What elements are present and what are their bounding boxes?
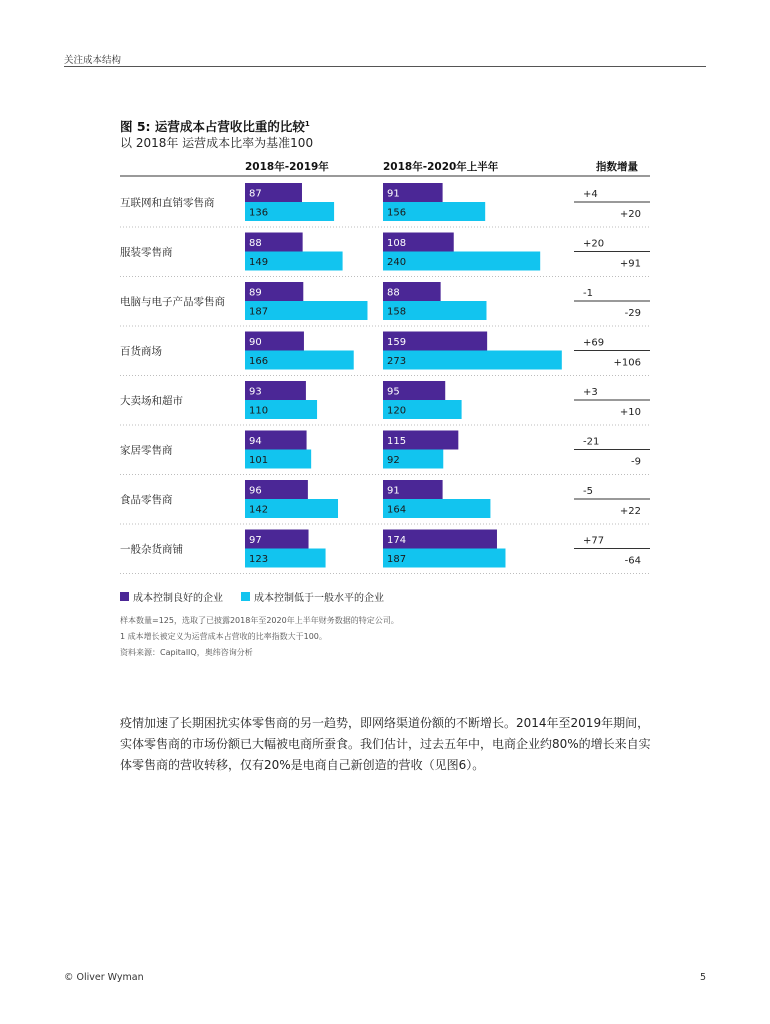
index-change-good: +20	[583, 238, 605, 250]
category-label: 大卖场和超市	[120, 395, 183, 407]
column-header-2018-2019: 2018年-2019年	[245, 161, 329, 173]
index-change-good: +3	[583, 387, 598, 398]
footnote-1: 1 成本增长被定义为运营成本占营收的比率指数大于100。	[120, 632, 327, 641]
data-label-good-2018-2020h1: 91	[387, 188, 400, 200]
category-label: 食品零售商	[120, 494, 173, 506]
data-label-good-2018-2020h1: 159	[387, 337, 407, 348]
section-header: 关注成本结构	[64, 55, 122, 66]
category-label: 家居零售商	[120, 444, 173, 457]
cost-ratio-chart	[0, 150, 770, 580]
category-label: 一般杂货商铺	[120, 543, 183, 556]
figure-title	[120, 117, 310, 135]
data-label-avg-2018-2020h1: 120	[387, 405, 407, 417]
data-label-avg-2018-2019: 101	[249, 455, 269, 466]
page-number: 5	[700, 972, 707, 983]
index-change-avg: -64	[624, 555, 641, 567]
data-label-good-2018-2019: 87	[249, 188, 262, 200]
column-header-2018-2020h1: 2018年-2020年上半年	[383, 161, 499, 173]
data-label-good-2018-2019: 90	[249, 337, 262, 348]
data-label-good-2018-2020h1: 88	[387, 287, 400, 299]
data-label-avg-2018-2019: 149	[249, 257, 269, 268]
category-label: 服装零售商	[120, 246, 173, 259]
data-label-good-2018-2020h1: 108	[387, 238, 407, 249]
figure-title-text: 图 5: 运营成本占营收比重的比较	[120, 119, 305, 134]
figure-title-footnote-mark: 1	[304, 119, 310, 128]
category-label: 互联网和直销零售商	[120, 197, 215, 209]
legend-item-good	[120, 589, 223, 604]
header-divider	[64, 66, 706, 67]
legend-item-avg	[241, 589, 384, 604]
index-change-avg: +20	[619, 209, 641, 220]
data-label-avg-2018-2020h1: 273	[387, 356, 407, 367]
data-label-good-2018-2019: 88	[249, 238, 262, 249]
category-label: 电脑与电子产品零售商	[120, 296, 225, 308]
data-label-good-2018-2019: 96	[249, 485, 262, 497]
data-label-avg-2018-2019: 142	[249, 504, 269, 516]
bar-avg-2018-2020h1	[383, 252, 540, 271]
category-label: 百货商场	[120, 345, 162, 358]
data-label-avg-2018-2020h1: 92	[387, 455, 400, 466]
index-change-good: +4	[583, 189, 598, 200]
footer-copyright: © Oliver Wyman	[64, 972, 144, 983]
data-label-good-2018-2019: 94	[249, 436, 262, 447]
body-paragraph: 疫情加速了长期困扰实体零售商的另一趋势，即网络渠道份额的不断增长。2014年至2019年期间，实体零售商的市场份额已大幅被电商所蚕食。我们估计，过去五年中，电商企业约80%的增长来自实体零售商的营收转移，仅有20%是电商自己新创造的营收（见图6）。	[120, 716, 651, 772]
data-label-avg-2018-2019: 166	[249, 356, 269, 367]
index-change-avg: +91	[619, 258, 641, 270]
data-label-good-2018-2019: 93	[249, 386, 262, 398]
bar-avg-2018-2020h1	[383, 351, 562, 370]
column-header-index-change: 指数增量	[596, 161, 638, 173]
data-label-avg-2018-2019: 110	[249, 405, 269, 417]
index-change-avg: +10	[619, 407, 641, 418]
data-label-avg-2018-2020h1: 158	[387, 306, 407, 318]
data-label-avg-2018-2019: 123	[249, 554, 269, 565]
source-note: 资料来源：CapitalIQ，奥纬咨询分析	[120, 648, 253, 657]
index-change-avg: -29	[624, 308, 641, 319]
index-change-avg: -9	[631, 456, 641, 468]
data-label-good-2018-2020h1: 115	[387, 436, 407, 447]
data-label-good-2018-2020h1: 91	[387, 485, 400, 497]
data-label-avg-2018-2020h1: 187	[387, 554, 407, 565]
data-label-avg-2018-2019: 187	[249, 306, 269, 318]
data-label-avg-2018-2020h1: 164	[387, 504, 407, 516]
data-label-good-2018-2020h1: 174	[387, 535, 407, 546]
data-label-avg-2018-2020h1: 240	[387, 257, 407, 268]
index-change-good: -21	[583, 436, 600, 448]
legend-label-good: 成本控制良好的企业	[133, 593, 223, 604]
index-change-good: -1	[583, 288, 593, 299]
index-change-good: +77	[583, 535, 605, 547]
index-change-avg: +106	[613, 357, 641, 369]
data-label-good-2018-2020h1: 95	[387, 386, 400, 398]
index-change-good: -5	[583, 486, 593, 497]
sample-note: 样本数量=125，选取了已披露2018年至2020年上半年财务数据的特定公司。	[120, 616, 399, 625]
data-label-avg-2018-2020h1: 156	[387, 207, 407, 219]
figure-subtitle: 以 2018年 运营成本比率为基准100	[120, 136, 314, 150]
index-change-good: +69	[583, 337, 605, 349]
legend-label-avg: 成本控制低于一般水平的企业	[254, 593, 384, 604]
index-change-avg: +22	[619, 506, 641, 517]
legend-swatch-avg	[241, 592, 250, 601]
data-label-good-2018-2019: 97	[249, 535, 262, 546]
legend-swatch-good	[120, 592, 129, 601]
data-label-good-2018-2019: 89	[249, 287, 262, 299]
data-label-avg-2018-2019: 136	[249, 207, 269, 219]
